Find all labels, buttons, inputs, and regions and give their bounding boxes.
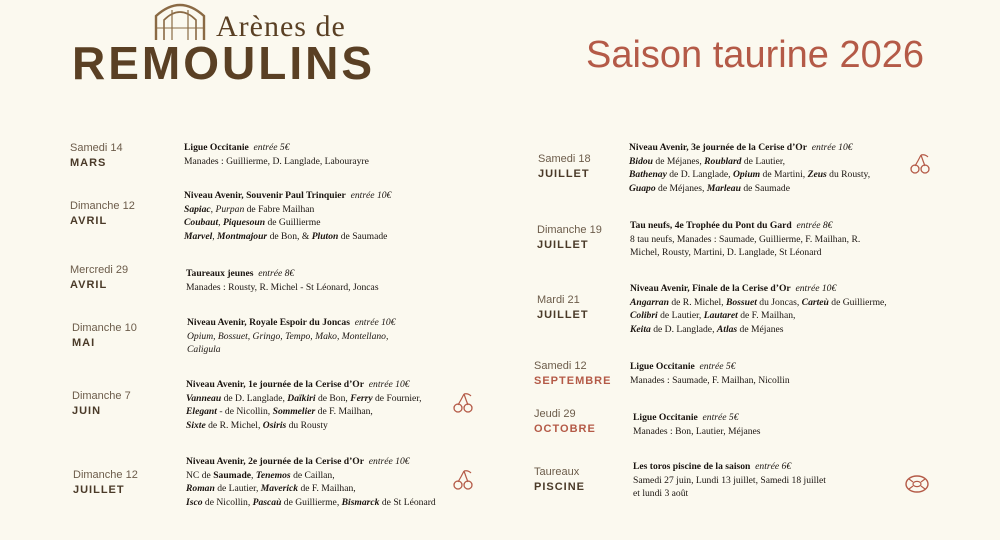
detail-text: de Guillierme (265, 217, 321, 229)
detail-text: Carteù (801, 296, 829, 308)
logo (72, 0, 375, 90)
event-fee: entrée 10€ (368, 456, 410, 467)
event-info (186, 455, 436, 509)
event-date (73, 469, 183, 496)
detail-text: Pascaù (252, 496, 282, 508)
event-fee: entrée 10€ (811, 142, 853, 153)
detail-text: 8 tau neufs, Manades : Saumade, Guillierme, F. Mailhan, R. (630, 233, 861, 245)
detail-text: , (218, 217, 223, 229)
event-details (186, 392, 422, 433)
cherries-icon (452, 469, 474, 491)
detail-text: de D. Langlade, (666, 169, 733, 181)
detail-text: Bidou (629, 155, 653, 167)
event-info (630, 360, 790, 387)
detail-text: Lautaret (703, 310, 738, 322)
detail-text: de Saumade (338, 230, 388, 242)
detail-text: Tenemos (255, 469, 291, 481)
detail-text: de D. Langlade, (221, 392, 288, 404)
event-day: Samedi 14 (70, 142, 123, 154)
event-detail-line (630, 323, 887, 337)
event-info (187, 316, 396, 357)
event-details (633, 425, 761, 439)
event-day: Dimanche 12 (70, 200, 135, 212)
event-date (70, 142, 180, 169)
detail-text: Angarran (630, 296, 669, 308)
event-day: Dimanche 7 (72, 390, 131, 402)
detail-text: Montmajour (217, 230, 268, 242)
event-title: Niveau Avenir, 2e journée de la Cerise d’Or (186, 456, 364, 467)
detail-text: Manades : Bon, Lautier, Méjanes (633, 425, 761, 437)
event-date (70, 264, 180, 291)
detail-text: de Guillierme, (281, 496, 342, 508)
event-day: Dimanche 12 (73, 469, 138, 481)
detail-text: de St Léonard (379, 496, 436, 508)
event-details (187, 330, 396, 357)
event-detail-line (186, 419, 422, 433)
detail-text: Manades : Rousty, R. Michel - St Léonard, Joncas (186, 281, 379, 293)
detail-text: de Martini, (760, 169, 808, 181)
detail-text: de F. Mailhan, (315, 406, 373, 418)
event-detail-line (630, 309, 887, 323)
detail-text: de R. Michel, (205, 419, 263, 431)
event-detail-line (186, 392, 422, 406)
event-details (630, 233, 860, 260)
event-detail-line (629, 168, 870, 182)
event-fee: entrée 6€ (755, 461, 792, 472)
event-details (633, 474, 826, 501)
event-title: Ligue Occitanie (184, 142, 249, 153)
event-detail-line (186, 482, 436, 496)
event-detail-line (629, 182, 870, 196)
event-detail-line (633, 487, 826, 501)
event-fee: entrée 10€ (795, 283, 837, 294)
event-detail-line (187, 330, 396, 344)
detail-text: du Joncas, (756, 296, 802, 308)
detail-text: NC de (186, 469, 214, 481)
event-month: MARS (70, 157, 107, 169)
event-title: Taureaux jeunes (186, 268, 254, 279)
detail-text: Manades : Guillierme, D. Langlade, Labourayre (184, 155, 369, 167)
detail-text: du Rousty (286, 419, 328, 431)
logo-subtitle: Arènes de (216, 10, 346, 43)
event-info (630, 282, 887, 336)
detail-text: Marleau (706, 182, 741, 194)
detail-text: - de Nicollin, (216, 406, 273, 418)
event-title: Niveau Avenir, Finale de la Cerise d’Or (630, 283, 791, 294)
detail-text: de Bon, & (267, 230, 312, 242)
event-day: Mercredi 29 (70, 264, 129, 276)
detail-text: , (251, 469, 256, 481)
detail-text: Sixte (186, 419, 206, 431)
detail-text: et lundi 3 août (633, 488, 689, 500)
event-title: Niveau Avenir, Souvenir Paul Trinquier (184, 190, 346, 201)
event-info (633, 460, 826, 501)
detail-text: Guapo (629, 182, 656, 194)
event-date (534, 360, 644, 387)
event-info (633, 411, 761, 438)
event-details (186, 469, 436, 510)
event-detail-line (184, 203, 391, 217)
detail-text: de Fournier, (372, 392, 422, 404)
event-fee: entrée 5€ (253, 142, 290, 153)
detail-text: de Saumade (740, 182, 790, 194)
event-month: SEPTEMBRE (534, 375, 612, 387)
detail-text: Maverick (260, 483, 299, 495)
event-detail-line (630, 233, 860, 247)
detail-text: Caligula (187, 344, 221, 356)
float-ring-icon (904, 474, 930, 494)
event-month: JUILLET (537, 309, 589, 321)
event-detail-line (186, 281, 379, 295)
detail-text: Sommelier (272, 406, 316, 418)
event-details (630, 374, 790, 388)
event-month: PISCINE (534, 481, 586, 493)
event-details (184, 155, 369, 169)
event-month: OCTOBRE (534, 423, 596, 435)
event-day: Mardi 21 (537, 294, 580, 306)
event-title: Ligue Occitanie (630, 361, 695, 372)
event-detail-line (629, 155, 870, 169)
detail-text: Marvel (184, 230, 213, 242)
detail-text: de Lautier, (741, 155, 786, 167)
detail-text: de Fabre Mailhan (244, 203, 315, 215)
detail-text: de Nicollin, (202, 496, 253, 508)
event-detail-line (630, 374, 790, 388)
event-detail-line (630, 246, 860, 260)
event-details (630, 296, 887, 337)
detail-text: Purpan (215, 203, 245, 215)
detail-text: Atlas (716, 323, 738, 335)
detail-text: de R. Michel, (668, 296, 726, 308)
event-day: Taureaux (534, 466, 580, 478)
cherries-icon (909, 153, 931, 175)
event-title: Tau neufs, 4e Trophée du Pont du Gard (630, 220, 792, 231)
detail-text: Michel, Rousty, Martini, D. Langlade, St Léonard (630, 247, 822, 259)
detail-text: Vanneau (186, 392, 222, 404)
event-date (534, 408, 644, 435)
event-detail-line (633, 474, 826, 488)
detail-text: Roublard (704, 155, 742, 167)
event-fee: entrée 8€ (258, 268, 295, 279)
detail-text: Zeus (807, 169, 827, 181)
event-fee: entrée 10€ (354, 317, 396, 328)
arena-arch-icon (152, 0, 208, 40)
detail-text: Bathenay (629, 169, 667, 181)
event-info (186, 267, 379, 294)
event-detail-line (186, 405, 422, 419)
event-info (184, 189, 391, 243)
event-date (72, 390, 182, 417)
event-day: Dimanche 10 (72, 322, 137, 334)
event-details (186, 281, 379, 295)
detail-text: Colibri (630, 310, 658, 322)
event-month: JUIN (72, 405, 102, 417)
event-fee: entrée 10€ (350, 190, 392, 201)
detail-text: de Lautier, (657, 310, 704, 322)
event-date (72, 322, 182, 349)
event-fee: entrée 5€ (699, 361, 736, 372)
detail-text: de Méjanes, (655, 182, 707, 194)
event-date (70, 200, 180, 227)
detail-text: Pluton (311, 230, 339, 242)
event-title: Niveau Avenir, 1e journée de la Cerise d’Or (186, 379, 364, 390)
event-details (629, 155, 870, 196)
event-info (184, 141, 369, 168)
event-month: JUILLET (73, 484, 125, 496)
event-title: Niveau Avenir, Royale Espoir du Joncas (187, 317, 350, 328)
detail-text: Piquesoun (222, 217, 266, 229)
detail-text: Samedi 27 juin, Lundi 13 juillet, Samedi 18 juillet (633, 474, 826, 486)
event-detail-line (187, 343, 396, 357)
event-info (630, 219, 860, 260)
detail-text: Saumade (213, 469, 252, 481)
event-detail-line (184, 216, 391, 230)
event-detail-line (633, 425, 761, 439)
detail-text: , (210, 203, 216, 215)
event-detail-line (184, 230, 391, 244)
detail-text: Manades : Saumade, F. Mailhan, Nicollin (630, 374, 790, 386)
event-day: Dimanche 19 (537, 224, 602, 236)
event-month: AVRIL (70, 279, 108, 291)
detail-text: de Lautier, (214, 483, 261, 495)
event-fee: entrée 10€ (368, 379, 410, 390)
event-month: AVRIL (70, 215, 108, 227)
detail-text: , (212, 230, 218, 242)
event-detail-line (630, 296, 887, 310)
event-title: Ligue Occitanie (633, 412, 698, 423)
detail-text: Osiris (262, 419, 287, 431)
detail-text: Keita (630, 323, 651, 335)
detail-text: Daïkiri (287, 392, 316, 404)
event-detail-line (186, 469, 436, 483)
cherries-icon (452, 392, 474, 414)
detail-text: Coubaut (184, 217, 219, 229)
detail-text: Ferry (350, 392, 373, 404)
event-day: Samedi 12 (534, 360, 587, 372)
event-info (629, 141, 870, 195)
event-title: Niveau Avenir, 3e journée de la Cerise d’Or (629, 142, 807, 153)
event-details (184, 203, 391, 244)
logo-title: REMOULINS (72, 37, 375, 89)
detail-text: Opium, Bossuet, Gringo, Tempo, Mako, Montellano, (187, 330, 389, 342)
detail-text: de Bon, (315, 392, 351, 404)
event-fee: entrée 8€ (796, 220, 833, 231)
event-info (186, 378, 422, 432)
detail-text: Elegant (186, 406, 217, 418)
detail-text: Opium (732, 169, 761, 181)
detail-text: du Rousty, (826, 169, 871, 181)
detail-text: de D. Langlade, (650, 323, 717, 335)
detail-text: de F. Mailhan, (737, 310, 796, 322)
detail-text: de Caillan, (290, 469, 335, 481)
event-month: JUILLET (537, 239, 589, 251)
event-fee: entrée 5€ (702, 412, 739, 423)
event-date (534, 466, 644, 493)
event-title: Les toros piscine de la saison (633, 461, 751, 472)
detail-text: Sapiac (184, 203, 211, 215)
event-detail-line (186, 496, 436, 510)
event-detail-line (184, 155, 369, 169)
event-day: Samedi 18 (538, 153, 591, 165)
detail-text: de Guillierme, (828, 296, 887, 308)
detail-text: Isco (186, 496, 203, 508)
detail-text: de F. Mailhan, (298, 483, 356, 495)
event-day: Jeudi 29 (534, 408, 576, 420)
event-month: JUILLET (538, 168, 590, 180)
detail-text: de Méjanes (737, 323, 784, 335)
detail-text: Roman (186, 483, 215, 495)
event-month: MAI (72, 337, 96, 349)
season-title: Saison taurine 2026 (586, 34, 925, 76)
detail-text: Bossuet (725, 296, 757, 308)
detail-text: de Méjanes, (653, 155, 705, 167)
detail-text: Bismarck (341, 496, 380, 508)
